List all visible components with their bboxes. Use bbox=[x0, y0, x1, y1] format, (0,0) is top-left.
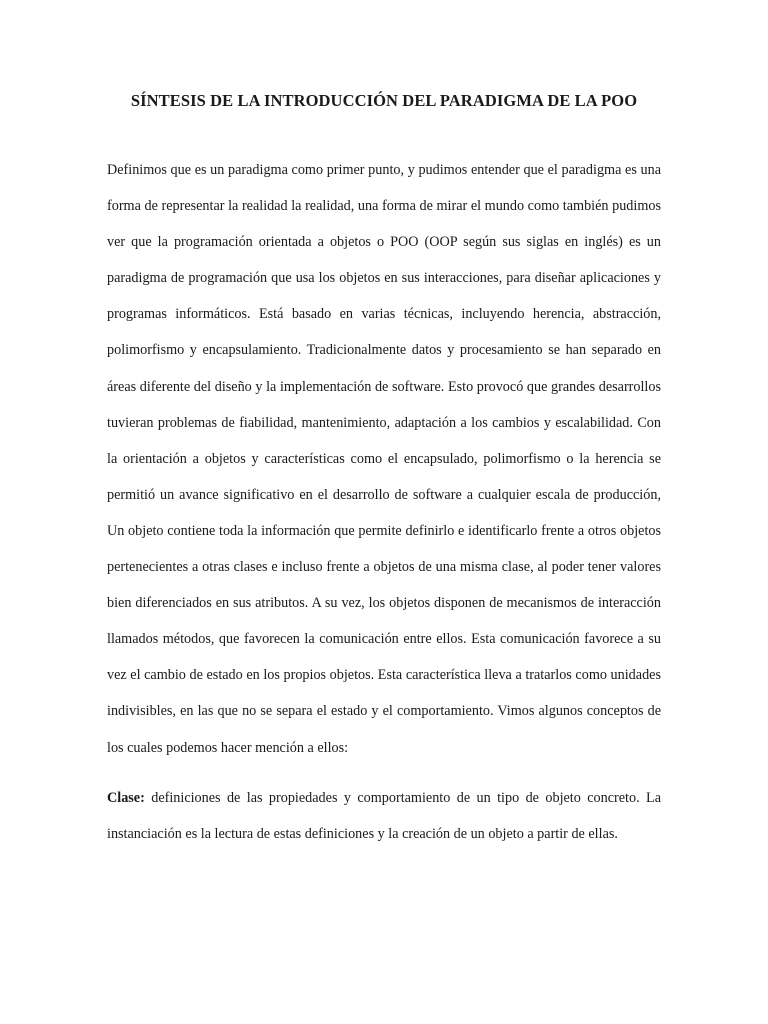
page-title: SÍNTESIS DE LA INTRODUCCIÓN DEL PARADIGMA DE LA POO bbox=[130, 91, 638, 110]
definition-text: definiciones de las propiedades y comportamiento de un tipo de objeto concreto. La instanciación es la lectura de estas definiciones y la creación de un objeto a partir de ellas. bbox=[107, 789, 661, 842]
document-body bbox=[107, 152, 661, 852]
definition-term: Clase: bbox=[107, 789, 145, 806]
intro-paragraph: Definimos que es un paradigma como primer punto, y pudimos entender que el paradigma es una forma de representar la realidad la realidad, una forma de mirar el mundo como también pudimos ver que la programación orientada a objetos o POO (OOP según sus siglas en inglés) es un paradigma de programación que usa los objetos en sus interacciones, para diseñar aplicaciones y programas informáticos. Está basado en varias técnicas, incluyendo herencia, abstracción, polimorfismo y encapsulamiento. Tradicionalmente datos y procesamiento se han separado en áreas diferente del diseño y la implementación de software. Esto provocó que grandes desarrollos tuvieran problemas de fiabilidad, mantenimiento, adaptación a los cambios y escalabilidad. Con la orientación a objetos y características como el encapsulado, polimorfismo o la herencia se permitió un avance significativo en el desarrollo de software a cualquier escala de producción, Un objeto contiene toda la información que permite definirlo e identificarlo frente a otros objetos pertenecientes a otras clases e incluso frente a objetos de una misma clase, al poder tener valores bien diferenciados en sus atributos. A su vez, los objetos disponen de mecanismos de interacción llamados métodos, que favorecen la comunicación entre ellos. Esta comunicación favorece a su vez el cambio de estado en los propios objetos. Esta característica lleva a tratarlos como unidades indivisibles, en las que no se separa el estado y el comportamiento. Vimos algunos conceptos de los cuales podemos hacer mención a ellos: bbox=[107, 162, 661, 756]
definition-clase bbox=[107, 780, 661, 852]
